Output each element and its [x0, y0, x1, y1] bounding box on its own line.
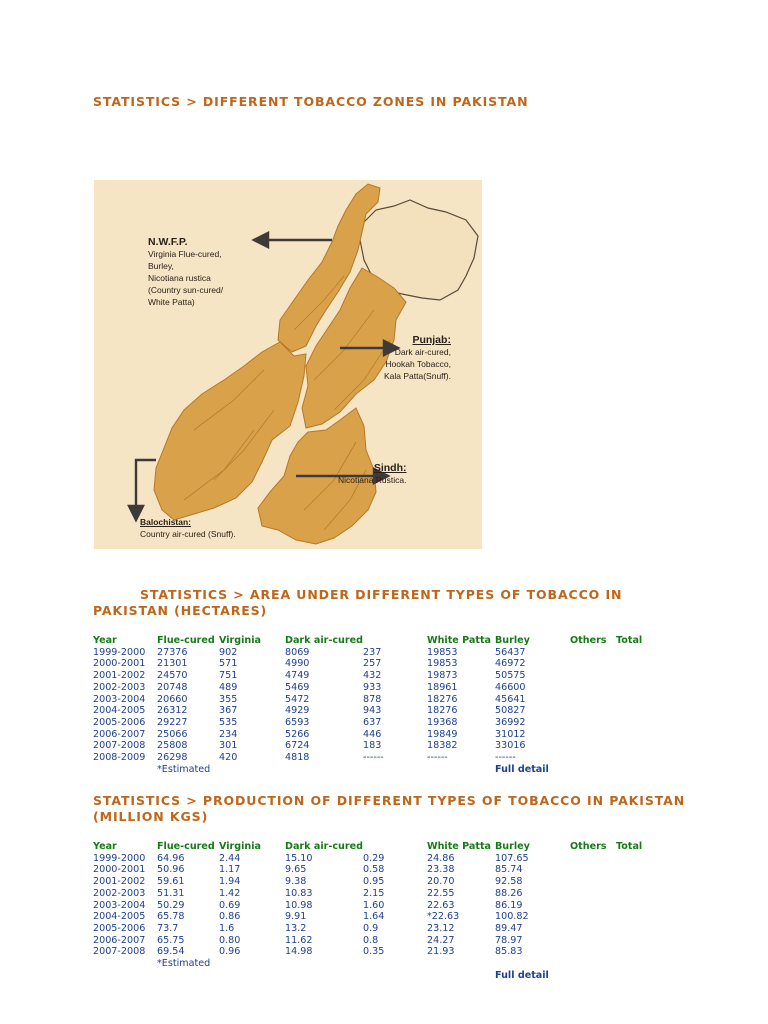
- table-cell: 4990: [285, 658, 310, 670]
- table-cell: [616, 900, 656, 912]
- area-heading: STATISTICS > AREA UNDER DIFFERENT TYPES OF TOBACCO IN PAKISTAN (HECTARES): [93, 587, 623, 618]
- table-cell: 27376: [157, 646, 188, 658]
- col-others: Others: [570, 635, 607, 646]
- table-cell: 46972: [495, 658, 526, 670]
- table-cell: 20748: [157, 681, 188, 693]
- table-cell: 571: [219, 658, 238, 670]
- table-cell: 446: [363, 728, 382, 740]
- table-cell: [219, 970, 285, 982]
- table-cell: 11.62: [285, 934, 313, 946]
- table-header-row: [93, 635, 656, 647]
- table-cell: [363, 970, 427, 982]
- table-cell: [570, 729, 616, 741]
- table-cell: 1.94: [219, 876, 241, 888]
- table-cell: 100.82: [495, 911, 529, 923]
- col-total: Total: [616, 841, 643, 852]
- table-cell: 237: [363, 646, 382, 658]
- col-burley: Burley: [495, 841, 530, 852]
- pakistan-tobacco-zones-map: [94, 180, 482, 549]
- table-cell: 15.10: [285, 852, 313, 864]
- table-cell: [427, 958, 495, 970]
- table-cell: [616, 935, 656, 947]
- table-cell: 751: [219, 670, 238, 682]
- table-cell: [570, 864, 616, 876]
- table-cell: 2007-2008: [93, 740, 146, 752]
- col-blank: [363, 841, 427, 853]
- table-cell: 29227: [157, 716, 188, 728]
- production-table: [93, 841, 656, 981]
- table-cell: [616, 647, 656, 659]
- table-header-row: [93, 841, 656, 853]
- table-cell: 1.17: [219, 864, 241, 876]
- table-cell: [363, 764, 427, 776]
- table-cell: 18276: [427, 705, 458, 717]
- table-cell: [570, 958, 616, 970]
- table-cell: 2005-2006: [93, 716, 146, 728]
- table-cell: 432: [363, 670, 382, 682]
- estimated-note: *Estimated: [157, 958, 211, 970]
- table-cell: 0.96: [219, 946, 241, 958]
- table-row: [93, 864, 656, 876]
- table-cell: 9.91: [285, 911, 307, 923]
- table-cell: 2000-2001: [93, 658, 146, 670]
- table-cell: 0.8: [363, 934, 379, 946]
- table-cell: 2005-2006: [93, 922, 146, 934]
- table-cell: 2007-2008: [93, 946, 146, 958]
- table-row: [93, 740, 656, 752]
- table-cell: 1.42: [219, 887, 241, 899]
- table-cell: 637: [363, 716, 382, 728]
- table-cell: [570, 740, 616, 752]
- table-cell: 26298: [157, 752, 188, 764]
- table-row: [93, 717, 656, 729]
- table-cell: 933: [363, 681, 382, 693]
- table-cell: [570, 752, 616, 764]
- table-cell: 2001-2002: [93, 670, 146, 682]
- table-row: [93, 658, 656, 670]
- table-row: [93, 729, 656, 741]
- table-cell: 2001-2002: [93, 876, 146, 888]
- table-cell: 26312: [157, 705, 188, 717]
- nwfp-line: Burley,: [148, 261, 174, 271]
- table-row: [93, 670, 656, 682]
- table-cell: 21301: [157, 658, 188, 670]
- table-cell: 18276: [427, 693, 458, 705]
- table-cell: 18961: [427, 681, 458, 693]
- nwfp-title: N.W.F.P.: [148, 236, 188, 248]
- table-cell: 420: [219, 752, 238, 764]
- table-cell: 24570: [157, 670, 188, 682]
- col-year: Year: [93, 841, 117, 852]
- table-cell: [616, 670, 656, 682]
- table-cell: 65.78: [157, 911, 185, 923]
- table-row: [93, 888, 656, 900]
- table-cell: 89.47: [495, 922, 523, 934]
- table-cell: 19873: [427, 670, 458, 682]
- table-cell: 489: [219, 681, 238, 693]
- table-cell: 85.83: [495, 946, 523, 958]
- table-cell: [285, 958, 363, 970]
- table-cell: 50827: [495, 705, 526, 717]
- table-cell: ------: [427, 752, 448, 764]
- table-cell: 0.95: [363, 876, 385, 888]
- table-cell: [570, 970, 616, 982]
- table-cell: [616, 752, 656, 764]
- table-cell: [570, 658, 616, 670]
- table-cell: 1999-2000: [93, 852, 146, 864]
- estimated-note: *Estimated: [157, 763, 211, 775]
- table-cell: [495, 958, 570, 970]
- table-row: [93, 764, 656, 776]
- table-row: [93, 682, 656, 694]
- table-cell: 1.6: [219, 922, 235, 934]
- table-cell: [570, 670, 616, 682]
- table-cell: 4749: [285, 670, 310, 682]
- table-cell: 51.31: [157, 887, 185, 899]
- table-cell: [616, 705, 656, 717]
- table-cell: 183: [363, 740, 382, 752]
- col-white-patta: White Patta: [427, 841, 492, 852]
- table-cell: 9.65: [285, 864, 307, 876]
- table-cell: 86.19: [495, 899, 523, 911]
- table-cell: 2.44: [219, 852, 241, 864]
- balochistan-title: Balochistan:: [140, 517, 192, 527]
- table-cell: 0.9: [363, 922, 379, 934]
- table-cell: [570, 888, 616, 900]
- table-cell: 878: [363, 693, 382, 705]
- col-dark-air-cured: Dark air-cured: [285, 635, 363, 646]
- table-cell: [616, 764, 656, 776]
- table-row: [93, 694, 656, 706]
- table-cell: [570, 647, 616, 659]
- punjab-title: Punjab:: [412, 334, 451, 346]
- col-virginia: Virginia: [219, 841, 262, 852]
- col-dark-air-cured: Dark air-cured: [285, 841, 363, 852]
- table-cell: [570, 682, 616, 694]
- table-cell: [570, 923, 616, 935]
- table-row: [93, 958, 656, 970]
- table-cell: 0.29: [363, 852, 385, 864]
- table-row: [93, 935, 656, 947]
- table-cell: 10.83: [285, 887, 313, 899]
- balochistan-label: [140, 516, 236, 540]
- col-flue-cured: Flue-cured: [157, 635, 215, 646]
- table-cell: 234: [219, 728, 238, 740]
- table-cell: [616, 888, 656, 900]
- table-cell: 23.38: [427, 864, 455, 876]
- table-row: [93, 900, 656, 912]
- table-cell: [616, 694, 656, 706]
- table-cell: 19853: [427, 658, 458, 670]
- nwfp-line: Virginia Flue-cured,: [148, 249, 222, 259]
- table-cell: 2006-2007: [93, 728, 146, 740]
- table-cell: [427, 764, 495, 776]
- table-cell: 0.86: [219, 911, 241, 923]
- table-cell: [570, 705, 616, 717]
- table-cell: 2006-2007: [93, 934, 146, 946]
- table-cell: 9.38: [285, 876, 307, 888]
- table-cell: 2002-2003: [93, 887, 146, 899]
- col-flue-cured: Flue-cured: [157, 841, 215, 852]
- table-row: [93, 853, 656, 865]
- table-cell: 943: [363, 705, 382, 717]
- balochistan-line: Country air-cured (Snuff).: [140, 529, 236, 539]
- col-others: Others: [570, 841, 607, 852]
- table-cell: [570, 717, 616, 729]
- table-cell: 36992: [495, 716, 526, 728]
- table-cell: 25808: [157, 740, 188, 752]
- table-cell: [570, 900, 616, 912]
- table-cell: 2002-2003: [93, 681, 146, 693]
- table-cell: 367: [219, 705, 238, 717]
- table-cell: 20.70: [427, 876, 455, 888]
- table-cell: 85.74: [495, 864, 523, 876]
- table-cell: 78.97: [495, 934, 523, 946]
- col-burley: Burley: [495, 635, 530, 646]
- table-cell: 0.35: [363, 946, 385, 958]
- area-table: [93, 635, 656, 775]
- table-cell: 50.29: [157, 899, 185, 911]
- table-cell: 1.60: [363, 899, 385, 911]
- table-cell: 2003-2004: [93, 899, 146, 911]
- table-cell: [363, 958, 427, 970]
- table-cell: 2000-2001: [93, 864, 146, 876]
- table-cell: [616, 911, 656, 923]
- table-cell: [570, 911, 616, 923]
- col-total: Total: [616, 635, 643, 646]
- table-cell: ------: [495, 752, 516, 764]
- table-cell: 22.63: [427, 899, 455, 911]
- table-cell: 19368: [427, 716, 458, 728]
- table-cell: [570, 935, 616, 947]
- col-blank: [363, 635, 427, 647]
- table-cell: [219, 958, 285, 970]
- table-cell: [616, 717, 656, 729]
- table-cell: [570, 946, 616, 958]
- table-cell: [616, 958, 656, 970]
- table-cell: 65.75: [157, 934, 185, 946]
- sindh-title: Sindh:: [373, 462, 407, 474]
- table-cell: 23.12: [427, 922, 455, 934]
- table-row: [93, 876, 656, 888]
- table-cell: 10.98: [285, 899, 313, 911]
- table-cell: 45641: [495, 693, 526, 705]
- col-year: Year: [93, 635, 117, 646]
- table-cell: 535: [219, 716, 238, 728]
- table-cell: 0.58: [363, 864, 385, 876]
- punjab-label: [384, 334, 451, 382]
- table-row: [93, 705, 656, 717]
- nwfp-line: Nicotiana rustica: [148, 273, 211, 283]
- table-cell: [157, 970, 219, 982]
- table-cell: [570, 694, 616, 706]
- table-cell: 4818: [285, 752, 310, 764]
- table-cell: 2008-2009: [93, 752, 146, 764]
- table-cell: 5266: [285, 728, 310, 740]
- table-cell: [93, 970, 157, 982]
- nwfp-line: White Patta): [148, 297, 195, 307]
- table-cell: 50.96: [157, 864, 185, 876]
- table-cell: 24.86: [427, 852, 455, 864]
- table-cell: 19849: [427, 728, 458, 740]
- table-cell: [616, 864, 656, 876]
- table-cell: [427, 970, 495, 982]
- table-cell: 88.26: [495, 887, 523, 899]
- table-cell: 355: [219, 693, 238, 705]
- table-cell: [219, 764, 285, 776]
- table-cell: 24.27: [427, 934, 455, 946]
- table-cell: 13.2: [285, 922, 307, 934]
- table-row: [93, 970, 656, 982]
- table-cell: 2.15: [363, 887, 385, 899]
- punjab-line: Hookah Tobacco,: [385, 359, 451, 369]
- table-cell: 18382: [427, 740, 458, 752]
- table-cell: 4929: [285, 705, 310, 717]
- table-cell: [616, 682, 656, 694]
- sindh-label: [338, 462, 407, 486]
- table-row: [93, 647, 656, 659]
- table-cell: 59.61: [157, 876, 185, 888]
- production-heading: STATISTICS > PRODUCTION OF DIFFERENT TYPES OF TOBACCO IN PAKISTAN (MILLION KGS): [93, 793, 686, 824]
- table-cell: 33016: [495, 740, 526, 752]
- table-cell: [616, 853, 656, 865]
- table-cell: [616, 740, 656, 752]
- table-cell: 31012: [495, 728, 526, 740]
- table-cell: *22.63: [427, 911, 460, 923]
- table-cell: 257: [363, 658, 382, 670]
- table-cell: [285, 970, 363, 982]
- table-cell: 6593: [285, 716, 310, 728]
- table-cell: 902: [219, 646, 238, 658]
- full-detail-link[interactable]: Full detail: [495, 969, 549, 981]
- table-cell: [616, 970, 656, 982]
- table-cell: 0.69: [219, 899, 241, 911]
- table-cell: 2004-2005: [93, 911, 146, 923]
- punjab-line: Dark air-cured,: [394, 347, 451, 357]
- sindh-line: Nicotiana Rustica.: [338, 475, 407, 485]
- table-row: [93, 752, 656, 764]
- table-cell: 19853: [427, 646, 458, 658]
- table-row: [93, 911, 656, 923]
- zones-heading: STATISTICS > DIFFERENT TOBACCO ZONES IN PAKISTAN: [93, 94, 529, 109]
- nwfp-line: (Country sun-cured/: [148, 285, 224, 295]
- table-cell: 20660: [157, 693, 188, 705]
- table-cell: [616, 729, 656, 741]
- table-cell: 6724: [285, 740, 310, 752]
- table-cell: 69.54: [157, 946, 185, 958]
- table-cell: 8069: [285, 646, 310, 658]
- table-row: [93, 923, 656, 935]
- table-cell: [570, 764, 616, 776]
- table-row: [93, 946, 656, 958]
- table-cell: 25066: [157, 728, 188, 740]
- table-cell: [285, 764, 363, 776]
- table-cell: [616, 876, 656, 888]
- table-cell: 92.58: [495, 876, 523, 888]
- table-cell: 50575: [495, 670, 526, 682]
- table-cell: 22.55: [427, 887, 455, 899]
- table-cell: 14.98: [285, 946, 313, 958]
- table-cell: 64.96: [157, 852, 185, 864]
- nwfp-label: [148, 236, 223, 308]
- full-detail-link[interactable]: Full detail: [495, 763, 549, 775]
- table-cell: 301: [219, 740, 238, 752]
- table-cell: 0.80: [219, 934, 241, 946]
- table-cell: [570, 853, 616, 865]
- table-cell: 73.7: [157, 922, 179, 934]
- table-cell: 1999-2000: [93, 646, 146, 658]
- table-cell: [570, 876, 616, 888]
- table-cell: [616, 923, 656, 935]
- table-cell: 2003-2004: [93, 693, 146, 705]
- table-cell: 56437: [495, 646, 526, 658]
- table-cell: [93, 958, 157, 970]
- table-cell: [616, 658, 656, 670]
- table-cell: 2004-2005: [93, 705, 146, 717]
- table-cell: [93, 764, 157, 776]
- col-virginia: Virginia: [219, 635, 262, 646]
- table-cell: 5469: [285, 681, 310, 693]
- col-white-patta: White Patta: [427, 635, 492, 646]
- table-cell: 1.64: [363, 911, 385, 923]
- table-cell: 46600: [495, 681, 526, 693]
- table-cell: [616, 946, 656, 958]
- punjab-line: Kala Patta(Snuff).: [384, 371, 451, 381]
- table-cell: ------: [363, 752, 384, 764]
- table-cell: 5472: [285, 693, 310, 705]
- table-cell: 21.93: [427, 946, 455, 958]
- table-cell: 107.65: [495, 852, 529, 864]
